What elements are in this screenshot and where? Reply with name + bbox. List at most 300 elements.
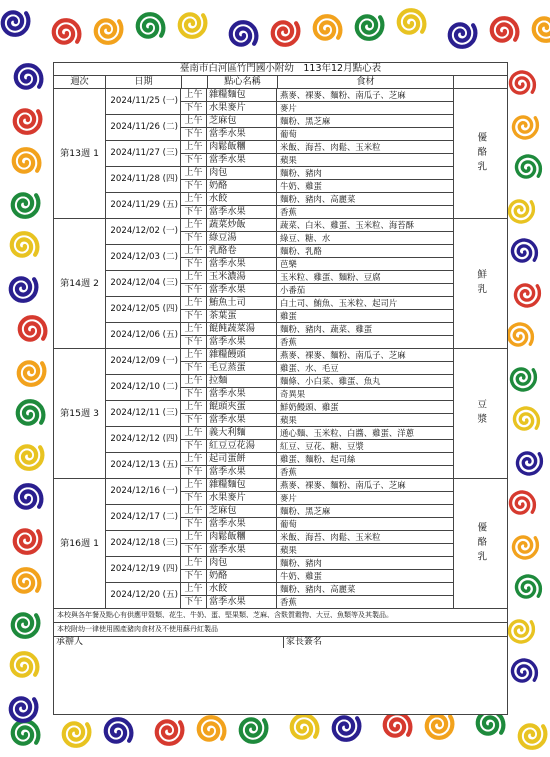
meal-row [181, 232, 453, 244]
meal-row [181, 167, 453, 180]
snack-name: 芝麻包 [207, 115, 277, 127]
snack-ingredients: 麵粉、豬肉、高麗菜 [280, 584, 356, 594]
week-label: 第13週 1 [54, 89, 106, 218]
week-label: 第16週 1 [54, 479, 106, 608]
swirl-mark [16, 485, 42, 508]
header-snack-name: 點心名稱 [208, 76, 278, 88]
snack-ingredients: 麥片 [280, 493, 297, 503]
snack-ingredients: 葡萄 [280, 129, 297, 139]
swirl-mark [64, 723, 90, 746]
meal-row [181, 180, 453, 192]
meal-row [181, 349, 453, 362]
snack-ingredients: 白土司、鮪魚、玉米粒、起司片 [280, 298, 398, 308]
day-row [106, 245, 453, 271]
snack-name: 肉包 [207, 557, 277, 569]
snack-name: 當季水果 [207, 388, 277, 400]
day-meals [181, 323, 453, 348]
meal-period: 上午 [181, 557, 207, 569]
day-row [106, 375, 453, 401]
snack-name: 雜糧麵包 [207, 89, 277, 101]
day-row [106, 323, 453, 348]
snack-ingredients: 麵粉、豬肉 [280, 168, 322, 178]
swirl-mark [385, 713, 411, 736]
snack-ingredients: 麵粉、豬肉 [280, 558, 322, 568]
header-period [182, 76, 208, 88]
swirl-mark [138, 14, 164, 37]
meal-row [181, 375, 453, 388]
snack-name: 當季水果 [207, 414, 277, 426]
snack-ingredients: 麵粉、黑芝麻 [280, 116, 331, 126]
meal-row [181, 102, 453, 114]
snack-ingredients: 通心麵、玉米粒、白醬、雞蛋、洋蔥 [280, 428, 414, 438]
meal-period: 下午 [181, 336, 207, 348]
meal-period: 上午 [181, 141, 207, 153]
snack-name: 水餃 [207, 583, 277, 595]
day-date: 2024/12/20 (五) [106, 583, 181, 608]
snack-name: 肉鬆飯糰 [207, 141, 277, 153]
meal-period: 上午 [181, 349, 207, 361]
meal-period: 下午 [181, 596, 207, 608]
snack-ingredients: 燕麥、裸麥、麵粉、南瓜子、芝麻 [280, 350, 406, 360]
milk-label: 豆漿 [475, 399, 487, 428]
snack-name: 當季水果 [207, 154, 277, 166]
snack-ingredients: 麵粉、豬肉、蔬菜、雞蛋 [280, 324, 373, 334]
meal-row [181, 466, 453, 478]
day-date: 2024/12/17 (二) [106, 505, 181, 530]
snack-ingredients: 紅豆、豆花、糖、豆漿 [280, 441, 364, 451]
day-row [106, 219, 453, 245]
swirl-mark [534, 18, 550, 41]
snack-name: 起司蛋餅 [207, 453, 277, 465]
day-row [106, 453, 453, 478]
day-meals [181, 271, 453, 296]
week-days [106, 89, 454, 218]
swirl-mark [54, 20, 80, 43]
snack-name: 紅豆豆花湯 [207, 440, 277, 452]
swirl-mark [12, 653, 38, 676]
day-row [106, 193, 453, 218]
meal-period: 下午 [181, 180, 207, 192]
meal-row [181, 557, 453, 570]
meal-row [181, 323, 453, 336]
snack-ingredients: 玉米粒、雞蛋、麵粉、豆腐 [280, 272, 381, 282]
header-milk [454, 76, 507, 88]
snack-name: 乳酪卷 [207, 245, 277, 257]
day-date: 2024/12/09 (一) [106, 349, 181, 374]
meal-row [181, 453, 453, 466]
swirl-mark [511, 72, 535, 93]
snack-ingredients: 綠豆、糖、水 [280, 233, 331, 243]
swirl-mark [106, 719, 132, 742]
meal-period: 上午 [181, 89, 207, 101]
day-meals [181, 245, 453, 270]
day-date: 2024/11/25 (一) [106, 89, 181, 114]
meal-period: 上午 [181, 479, 207, 491]
day-meals [181, 401, 453, 426]
snack-name: 當季水果 [207, 466, 277, 478]
signature-row [54, 637, 507, 648]
swirl-mark [513, 240, 537, 261]
swirl-mark [11, 278, 37, 301]
swirl-mark [510, 621, 534, 642]
week-milk [454, 89, 507, 218]
header-week: 週次 [54, 76, 106, 88]
snack-name: 芝麻包 [207, 505, 277, 517]
snack-name: 義大利麵 [207, 427, 277, 439]
day-row [106, 167, 453, 193]
day-meals [181, 479, 453, 504]
meal-row [181, 596, 453, 608]
swirl-mark [399, 10, 425, 33]
day-meals [181, 557, 453, 582]
snack-ingredients: 雞蛋、水、毛豆 [280, 363, 339, 373]
swirl-mark [13, 614, 39, 637]
pork-origin-note: 本校附幼一律使用國產豬肉食材及不使用蘇丹紅製品 [54, 623, 507, 637]
swirl-mark [315, 16, 341, 39]
meal-row [181, 310, 453, 322]
meal-period: 下午 [181, 102, 207, 114]
swirl-mark [13, 194, 39, 217]
table-header [54, 76, 507, 89]
snack-ingredients: 雞蛋、麵粉、起司絲 [280, 454, 356, 464]
snack-ingredients: 燕麥、裸麥、麵粉、南瓜子、芝麻 [280, 90, 406, 100]
week-label: 第14週 2 [54, 219, 106, 348]
meal-period: 上午 [181, 271, 207, 283]
snack-ingredients: 蘋果 [280, 155, 297, 165]
meal-period: 下午 [181, 414, 207, 426]
day-date: 2024/12/13 (五) [106, 453, 181, 478]
day-date: 2024/11/29 (五) [106, 193, 181, 218]
swirl-mark [15, 530, 41, 553]
swirl-mark [450, 24, 476, 47]
meal-row [181, 531, 453, 544]
day-meals [181, 193, 453, 218]
meal-row [181, 518, 453, 530]
day-meals [181, 453, 453, 478]
swirl-mark [517, 576, 541, 597]
day-row [106, 297, 453, 323]
snack-name: 當季水果 [207, 284, 277, 296]
meal-row [181, 544, 453, 556]
snack-ingredients: 蘋果 [280, 415, 297, 425]
swirl-mark [510, 201, 534, 222]
swirl-mark [3, 12, 29, 35]
swirl-mark [14, 149, 40, 172]
day-meals [181, 583, 453, 608]
swirl-mark [513, 660, 537, 681]
meal-period: 下午 [181, 440, 207, 452]
parent-signature-label: 家長簽名 [286, 637, 323, 647]
allergen-note: 本校與各年餐及點心有供應甲殼類、花生、牛奶、蛋、堅果類、芝麻、含麩質穀物、大豆、魚類等及其製品。 [54, 609, 507, 623]
snack-name: 當季水果 [207, 128, 277, 140]
meal-row [181, 297, 453, 310]
snack-ingredients: 芭樂 [280, 259, 297, 269]
snack-ingredients: 麵粉、黑芝麻 [280, 506, 331, 516]
meal-row [181, 206, 453, 218]
day-meals [181, 349, 453, 374]
swirl-mark [514, 537, 538, 558]
day-row [106, 401, 453, 427]
swirl-mark [518, 453, 542, 474]
meal-period: 上午 [181, 115, 207, 127]
swirl-mark [292, 715, 318, 738]
swirl-mark [512, 369, 536, 390]
day-meals [181, 375, 453, 400]
swirl-mark [273, 22, 299, 45]
day-date: 2024/12/05 (四) [106, 297, 181, 322]
swirl-mark [517, 156, 541, 177]
meal-period: 上午 [181, 245, 207, 257]
snack-menu-sheet [53, 62, 508, 715]
swirl-mark [514, 117, 538, 138]
week-block [54, 349, 507, 479]
snack-name: 奶酪 [207, 570, 277, 582]
swirl-mark [515, 408, 539, 429]
day-date: 2024/11/27 (三) [106, 141, 181, 166]
snack-name: 拉麵 [207, 375, 277, 387]
milk-label: 優酪乳 [475, 521, 487, 566]
meal-period: 上午 [181, 453, 207, 465]
milk-label: 鮮乳 [475, 269, 487, 298]
week-days [106, 349, 454, 478]
swirl-mark [241, 719, 267, 742]
swirl-mark [18, 401, 44, 424]
snack-name: 肉包 [207, 167, 277, 179]
day-date: 2024/12/11 (三) [106, 401, 181, 426]
day-meals [181, 427, 453, 452]
day-row [106, 349, 453, 375]
snack-name: 綠豆湯 [207, 232, 277, 244]
day-meals [181, 115, 453, 140]
header-date: 日期 [106, 76, 182, 88]
snack-ingredients: 葡萄 [280, 519, 297, 529]
snack-ingredients: 香蕉 [280, 467, 297, 477]
day-meals [181, 531, 453, 556]
snack-name: 當季水果 [207, 544, 277, 556]
day-row [106, 479, 453, 505]
snack-ingredients: 麵條、小白菜、雞蛋、魚丸 [280, 376, 381, 386]
meal-period: 下午 [181, 570, 207, 582]
snack-name: 水果麥片 [207, 492, 277, 504]
meal-period: 下午 [181, 518, 207, 530]
day-date: 2024/12/19 (四) [106, 557, 181, 582]
week-label: 第15週 3 [54, 349, 106, 478]
day-date: 2024/12/16 (一) [106, 479, 181, 504]
meal-period: 下午 [181, 128, 207, 140]
snack-ingredients: 麵粉、豬肉、高麗菜 [280, 194, 356, 204]
swirl-mark [492, 18, 518, 41]
swirl-mark [520, 725, 546, 748]
header-ingredients: 食材 [278, 76, 454, 88]
swirl-mark [231, 22, 257, 45]
meal-period: 下午 [181, 492, 207, 504]
snack-ingredients: 米飯、海苔、肉鬆、玉米粒 [280, 532, 381, 542]
snack-name: 餛頭夾蛋 [207, 401, 277, 413]
snack-ingredients: 香蕉 [280, 337, 297, 347]
snack-ingredients: 牛奶、雞蛋 [280, 571, 322, 581]
day-meals [181, 505, 453, 530]
page-title: 臺南市白河區竹門國小附幼 113年12月點心表 [54, 63, 507, 76]
swirl-mark [96, 20, 122, 43]
meal-period: 上午 [181, 375, 207, 387]
meal-period: 上午 [181, 505, 207, 517]
week-milk [454, 479, 507, 608]
week-milk [454, 219, 507, 348]
meal-row [181, 401, 453, 414]
snack-name: 水餃 [207, 193, 277, 205]
snack-name: 當季水果 [207, 206, 277, 218]
day-row [106, 557, 453, 583]
day-row [106, 531, 453, 557]
day-date: 2024/12/12 (四) [106, 427, 181, 452]
snack-name: 當季水果 [207, 518, 277, 530]
swirl-mark [19, 362, 45, 385]
meal-period: 下午 [181, 232, 207, 244]
meal-row [181, 245, 453, 258]
swirl-mark [427, 715, 453, 738]
swirl-mark [12, 233, 38, 256]
snack-name: 當季水果 [207, 258, 277, 270]
snack-ingredients: 奇異果 [280, 389, 306, 399]
snack-ingredients: 蘋果 [280, 545, 297, 555]
day-date: 2024/11/26 (二) [106, 115, 181, 140]
swirl-mark [16, 65, 42, 88]
meal-period: 上午 [181, 219, 207, 231]
snack-name: 當季水果 [207, 596, 277, 608]
week-days [106, 219, 454, 348]
swirl-mark [511, 492, 535, 513]
meal-row [181, 362, 453, 374]
swirl-mark [20, 317, 46, 340]
meal-period: 上午 [181, 531, 207, 543]
meal-period: 下午 [181, 258, 207, 270]
day-meals [181, 141, 453, 166]
day-meals [181, 297, 453, 322]
day-date: 2024/12/10 (二) [106, 375, 181, 400]
day-date: 2024/12/02 (一) [106, 219, 181, 244]
meal-period: 下午 [181, 362, 207, 374]
meal-period: 下午 [181, 310, 207, 322]
swirl-mark [17, 446, 43, 469]
day-date: 2024/11/28 (四) [106, 167, 181, 192]
snack-name: 蔬菜炒飯 [207, 219, 277, 231]
meal-period: 上午 [181, 297, 207, 309]
snack-ingredients: 牛奶、雞蛋 [280, 181, 322, 191]
snack-name: 餛飩蔬菜湯 [207, 323, 277, 335]
meal-row [181, 388, 453, 400]
day-row [106, 271, 453, 297]
snack-ingredients: 雞蛋 [280, 311, 297, 321]
snack-ingredients: 鮮奶饅頭、雞蛋 [280, 402, 339, 412]
snack-name: 雜糧饅頭 [207, 349, 277, 361]
meal-row [181, 258, 453, 270]
meal-row [181, 193, 453, 206]
week-block [54, 479, 507, 609]
day-row [106, 427, 453, 453]
day-date: 2024/12/03 (二) [106, 245, 181, 270]
swirl-mark [180, 14, 206, 37]
snack-ingredients: 香蕉 [280, 597, 297, 607]
week-block [54, 219, 507, 349]
meal-period: 下午 [181, 544, 207, 556]
snack-ingredients: 蔬菜、白米、雞蛋、玉米粒、海苔酥 [280, 220, 414, 230]
swirl-mark [15, 110, 41, 133]
swirl-mark [14, 569, 40, 592]
snack-name: 雜糧麵包 [207, 479, 277, 491]
snack-ingredients: 小番茄 [280, 285, 306, 295]
meal-period: 下午 [181, 154, 207, 166]
day-date: 2024/12/04 (三) [106, 271, 181, 296]
day-row [106, 115, 453, 141]
meal-period: 上午 [181, 401, 207, 413]
milk-label: 優酪乳 [475, 131, 487, 176]
day-row [106, 141, 453, 167]
meal-row [181, 115, 453, 128]
snack-ingredients: 米飯、海苔、肉鬆、玉米粒 [280, 142, 381, 152]
meal-row [181, 89, 453, 102]
snack-name: 水果麥片 [207, 102, 277, 114]
swirl-mark [157, 721, 183, 744]
meal-row [181, 219, 453, 232]
snack-name: 鮪魚土司 [207, 297, 277, 309]
snack-name: 當季水果 [207, 336, 277, 348]
meal-row [181, 505, 453, 518]
meal-period: 上午 [181, 583, 207, 595]
handler-label: 承辦人 [54, 637, 284, 648]
meal-row [181, 414, 453, 426]
snack-ingredients: 香蕉 [280, 207, 297, 217]
week-block [54, 89, 507, 219]
snack-name: 茶葉蛋 [207, 310, 277, 322]
day-row [106, 89, 453, 115]
meal-period: 上午 [181, 167, 207, 179]
meal-row [181, 141, 453, 154]
day-date: 2024/12/18 (三) [106, 531, 181, 556]
swirl-mark [509, 324, 533, 345]
meal-period: 上午 [181, 323, 207, 335]
snack-name: 玉米濃湯 [207, 271, 277, 283]
swirl-mark [11, 698, 37, 721]
day-meals [181, 219, 453, 244]
weeks-body [54, 89, 507, 609]
snack-name: 奶酪 [207, 180, 277, 192]
swirl-mark [13, 721, 39, 744]
snack-ingredients: 麥片 [280, 103, 297, 113]
snack-name: 毛豆蒸蛋 [207, 362, 277, 374]
meal-row [181, 128, 453, 140]
meal-period: 上午 [181, 193, 207, 205]
meal-period: 下午 [181, 206, 207, 218]
week-milk [454, 349, 507, 478]
meal-row [181, 479, 453, 492]
meal-row [181, 583, 453, 596]
day-row [106, 505, 453, 531]
meal-row [181, 284, 453, 296]
meal-row [181, 440, 453, 452]
meal-row [181, 492, 453, 504]
day-row [106, 583, 453, 608]
day-date: 2024/12/06 (五) [106, 323, 181, 348]
meal-period: 下午 [181, 284, 207, 296]
meal-period: 下午 [181, 388, 207, 400]
meal-period: 下午 [181, 466, 207, 478]
meal-row [181, 427, 453, 440]
meal-row [181, 271, 453, 284]
week-days [106, 479, 454, 608]
meal-row [181, 570, 453, 582]
snack-ingredients: 麵粉、乳酪 [280, 246, 322, 256]
day-meals [181, 89, 453, 114]
